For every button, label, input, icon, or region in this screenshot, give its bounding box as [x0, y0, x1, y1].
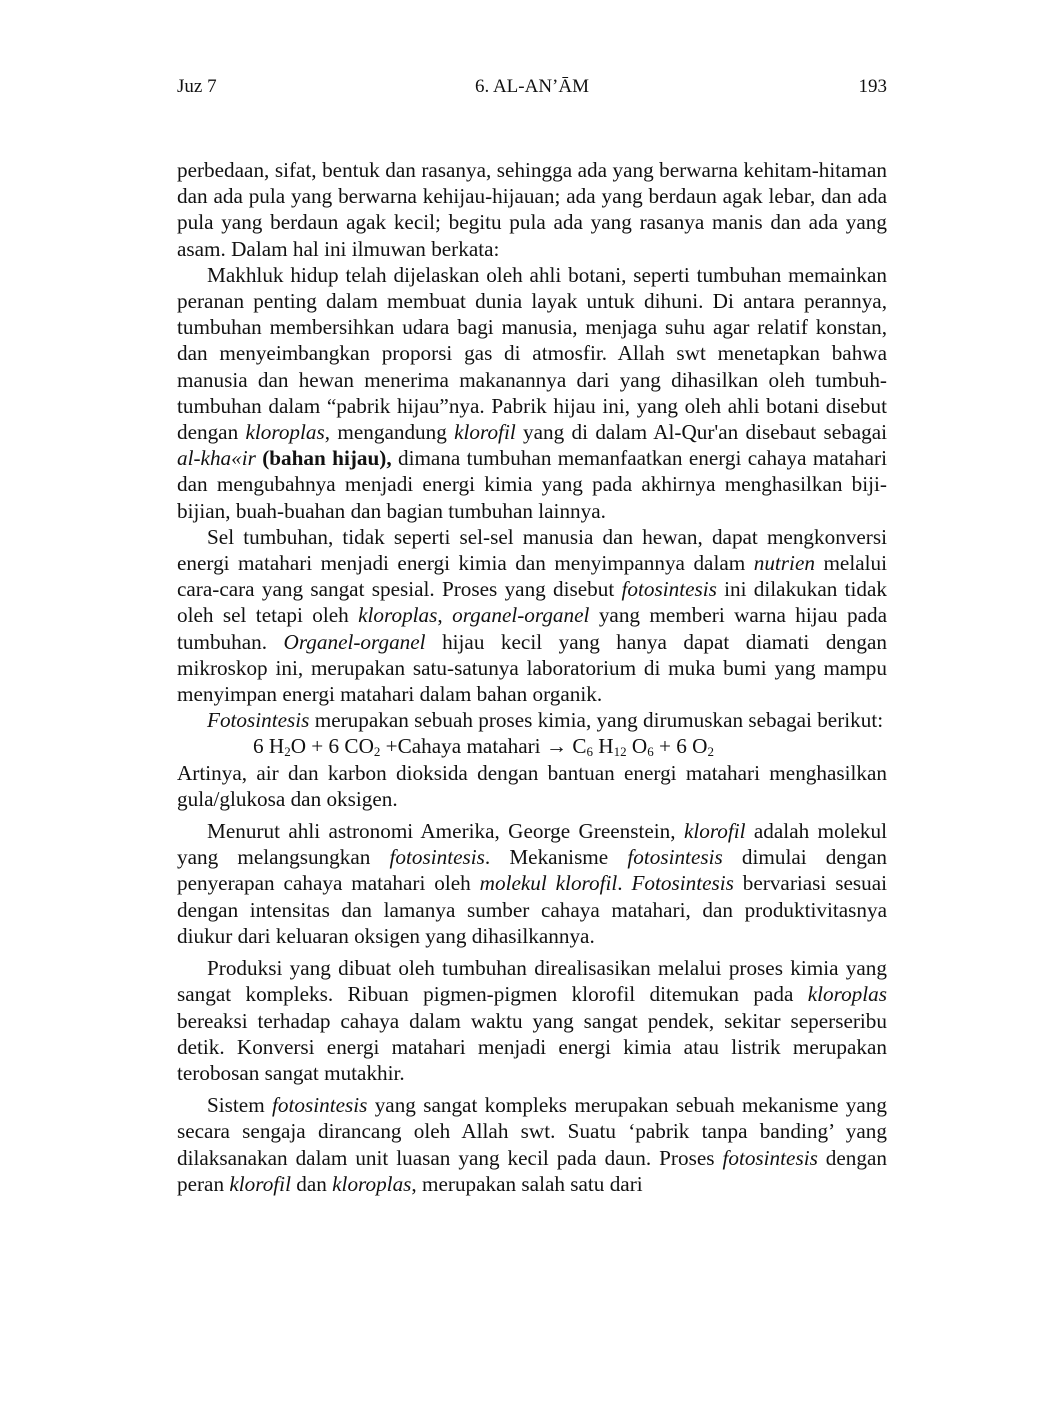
paragraph-plant-cells: Sel tumbuhan, tidak seperti sel-sel manusia dan hewan, dapat mengkonversi energi matahari menjadi energi kimia dan menyimpannya dalam nutrien melalui cara-cara yang sangat spesial. Proses yang disebut fotosintesis ini dilakukan tidak oleh sel tetapi oleh kloroplas, organel-organel yang memberi warna hijau pada tumbuhan. Organel-organel hijau kecil yang hanya dapat diamati dengan mikroskop ini, merupakan satu-satunya laboratorium di muka bumi yang mampu menyimpan energi matahari dalam bahan organik.	[177, 524, 888, 707]
term-al-khadir: al-kha«ir	[177, 446, 256, 471]
term-bahan-hijau: (bahan hijau),	[262, 446, 392, 471]
term-fotosintesis: Fotosintesis	[207, 708, 310, 733]
photosynthesis-formula: 6 $H_2O + 6$ $CO_2$ +Cahaya matahari → $C_6$ $H_{12}$ $O_6 + 6$ $O_2$	[253, 734, 714, 760]
term-fotosintesis: fotosintesis	[722, 1145, 818, 1170]
term-fotosintesis: fotosintesis	[272, 1093, 368, 1118]
running-header	[177, 76, 887, 104]
reaction-arrow: →	[545, 734, 573, 759]
page-number: 193	[858, 76, 887, 97]
term-klorofil: klorofil	[454, 420, 516, 445]
paragraph-photosynthesis-intro: Fotosintesis merupakan sebuah proses kimia, yang dirumuskan sebagai berikut:	[207, 708, 884, 733]
term-kloroplas: kloroplas	[245, 420, 325, 445]
paragraph-greenstein: Menurut ahli astronomi Amerika, George Greenstein, klorofil adalah molekul yang melangsungkan fotosintesis. Mekanisme fotosintesis dimulai dengan penyerapan cahaya matahari oleh molekul klorofil. Fotosintesis bervariasi sesuai dengan intensitas dan lamanya sumber cahaya matahari, dan produktivitasnya diukur dari keluaran oksigen yang dihasilkannya.	[177, 819, 887, 948]
term-nutrien: nutrien	[753, 551, 815, 576]
surah-title: 6. AL-AN’ĀM	[475, 76, 589, 97]
paragraph-production: Produksi yang dibuat oleh tumbuhan direalisasikan melalui proses kimia yang sangat kompleks. Ribuan pigmen-pigmen klorofil ditemukan pada kloroplas bereaksi terhadap cahaya dalam waktu yang sangat pendek, sekitar seperseribu detik. Konversi energi matahari menjadi energi kimia atau listrik merupakan terobosan sangat mutakhir.	[177, 956, 887, 1085]
paragraph-quote-botany: Makhluk hidup telah dijelaskan oleh ahli botani, seperti tumbuhan memainkan peranan penting dalam membuat dunia layak untuk dihuni. Di antara perannya, tumbuhan membersihkan udara bagi manusia, menjaga suhu agar relatif konstan, dan menyeimbangkan proporsi gas di atmosfir. Allah swt menetapkan bahwa manusia dan hewan menerima makanannya dari yang dihasilkan oleh tumbuh-tumbuhan dalam “pabrik hijau”nya. Pabrik hijau ini, yang oleh ahli botani disebut dengan kloroplas, mengandung klorofil yang di dalam Al-Qur'an disebaut sebagai al-kha«ir (bahan hijau), dimana tumbuhan memanfaatkan energi cahaya matahari dan mengubahnya menjadi energi kimia yang pada akhirnya menghasilkan biji-bijian, buah-buahan dan bagian tumbuhan lainnya.	[177, 262, 888, 523]
term-organel: organel-organel	[452, 603, 590, 628]
term-kloroplas: kloroplas	[807, 982, 887, 1007]
page-body	[177, 157, 887, 1197]
paragraph-intro: perbedaan, sifat, bentuk dan rasanya, sehingga ada yang berwarna kehitam-hitaman dan ada pula yang berwarna kehijau-hijauan; ada yang berdaun agak lebar, dan ada pula yang berdaun agak kecil; begitu pula ada yang rasanya manis dan ada yang asam. Dalam hal ini ilmuwan berkata:	[177, 158, 887, 261]
term-fotosintesis: Fotosintesis	[631, 871, 734, 896]
term-molekul-klorofil: molekul klorofil	[479, 871, 618, 896]
paragraph-system: Sistem fotosintesis yang sangat kompleks merupakan sebuah mekanisme yang secara sengaja dirancang oleh Allah swt. Suatu ‘pabrik tanpa banding’ yang dilaksanakan dalam unit luasan yang kecil pada daun. Proses fotosintesis dengan peran klorofil dan kloroplas, merupakan salah satu dari	[177, 1093, 887, 1196]
paragraph-formula-meaning: Artinya, air dan karbon dioksida dengan bantuan energi matahari menghasilkan gula/glukosa dan oksigen.	[177, 760, 887, 811]
term-kloroplas: kloroplas	[332, 1171, 412, 1196]
term-fotosintesis: fotosintesis	[621, 577, 717, 602]
term-klorofil: klorofil	[229, 1171, 291, 1196]
term-kloroplas: kloroplas	[358, 603, 438, 628]
term-fotosintesis: fotosintesis	[627, 845, 723, 870]
term-fotosintesis: fotosintesis	[389, 845, 485, 870]
term-klorofil: klorofil	[683, 819, 746, 844]
term-organel: Organel-organel	[283, 629, 426, 654]
juz-label: Juz 7	[177, 76, 217, 97]
